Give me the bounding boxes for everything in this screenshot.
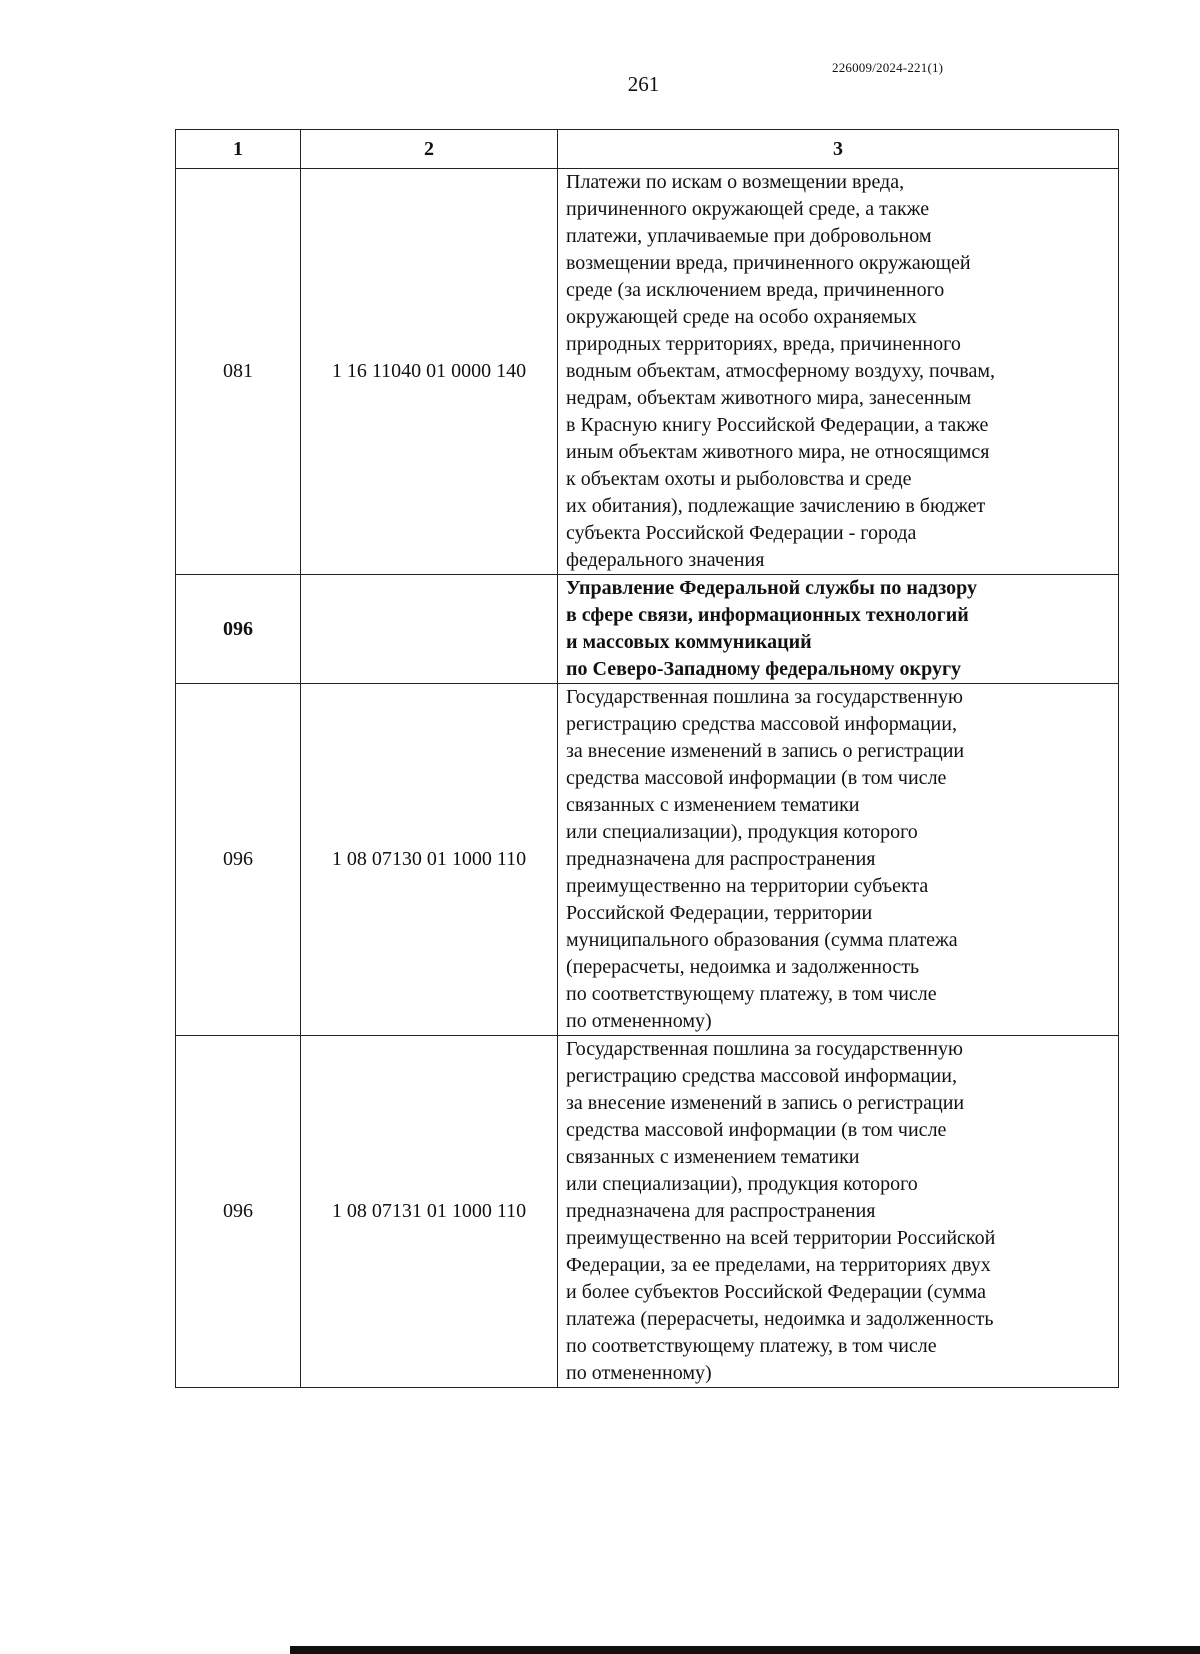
- description-line: федерального значения: [566, 549, 765, 571]
- description-line: в Красную книгу Российской Федерации, а также: [566, 414, 989, 436]
- description-line: к объектам охоты и рыболовства и среде: [566, 468, 912, 490]
- description-line: средства массовой информации (в том числе: [566, 1119, 947, 1141]
- description-line: по соответствующему платежу, в том числе: [566, 1335, 937, 1357]
- table-row: [176, 169, 1119, 575]
- table-row: [176, 575, 1119, 684]
- description-line: Государственная пошлина за государственную: [566, 686, 963, 708]
- budget-code-cell: [301, 575, 558, 684]
- revenue-description-cell: [558, 684, 1119, 1036]
- description-line: платежи, уплачиваемые при добровольном: [566, 225, 932, 247]
- administrator-name-cell: [558, 575, 1119, 684]
- description-line: иным объектам животного мира, не относящимся: [566, 441, 990, 463]
- page-number: 261: [627, 72, 660, 96]
- administrator-code-cell: 096: [176, 575, 301, 684]
- column-header-3: 3: [558, 130, 1119, 169]
- description-line: Платежи по искам о возмещении вреда,: [566, 171, 905, 193]
- description-line: Управление Федеральной службы по надзору: [566, 577, 978, 599]
- administrator-code-cell: 096: [176, 684, 301, 1036]
- description-line: субъекта Российской Федерации - города: [566, 522, 917, 544]
- column-header-1: 1: [176, 130, 301, 169]
- description-line: по отмененному): [566, 1362, 712, 1384]
- description-line: и более субъектов Российской Федерации (сумма: [566, 1281, 987, 1303]
- budget-code-cell: 1 16 11040 01 0000 140: [301, 169, 558, 575]
- description-line: средства массовой информации (в том числе: [566, 767, 947, 789]
- description-line: их обитания), подлежащие зачислению в бюджет: [566, 495, 986, 517]
- budget-code-cell: 1 08 07130 01 1000 110: [301, 684, 558, 1036]
- description-line: в сфере связи, информационных технологий: [566, 604, 969, 626]
- description-line: среде (за исключением вреда, причиненного: [566, 279, 945, 301]
- budget-classification-table: [175, 129, 1119, 1388]
- revenue-description-cell: [558, 1036, 1119, 1388]
- description-line: и массовых коммуникаций: [566, 631, 812, 653]
- description-line: по отмененному): [566, 1010, 712, 1032]
- scan-bottom-edge: [290, 1646, 1200, 1654]
- description-line: связанных с изменением тематики: [566, 794, 860, 816]
- table-body: [176, 130, 1119, 1388]
- table-header-row: [176, 130, 1119, 169]
- description-line: регистрацию средства массовой информации,: [566, 713, 957, 735]
- description-line: Государственная пошлина за государственную: [566, 1038, 963, 1060]
- description-line: причиненного окружающей среде, а также: [566, 198, 930, 220]
- administrator-code-cell: 081: [176, 169, 301, 575]
- table-row: [176, 1036, 1119, 1388]
- description-line: природных территориях, вреда, причиненного: [566, 333, 961, 355]
- description-line: Российской Федерации, территории: [566, 902, 873, 924]
- description-line: преимущественно на территории субъекта: [566, 875, 929, 897]
- description-line: платежа (перерасчеты, недоимка и задолженность: [566, 1308, 994, 1330]
- description-line: или специализации), продукция которого: [566, 1173, 918, 1195]
- description-line: окружающей среде на особо охраняемых: [566, 306, 917, 328]
- revenue-description-cell: [558, 169, 1119, 575]
- description-line: по Северо-Западному федеральному округу: [566, 658, 962, 680]
- description-line: или специализации), продукция которого: [566, 821, 918, 843]
- description-line: по соответствующему платежу, в том числе: [566, 983, 937, 1005]
- table-row: [176, 684, 1119, 1036]
- description-line: за внесение изменений в запись о регистрации: [566, 740, 965, 762]
- description-line: связанных с изменением тематики: [566, 1146, 860, 1168]
- description-line: возмещении вреда, причиненного окружающей: [566, 252, 971, 274]
- description-line: Федерации, за ее пределами, на территориях двух: [566, 1254, 991, 1276]
- document-registration-number: 226009/2024-221(1): [832, 60, 944, 75]
- description-line: преимущественно на всей территории Российской: [566, 1227, 996, 1249]
- description-line: предназначена для распространения: [566, 1200, 876, 1222]
- description-line: (перерасчеты, недоимка и задолженность: [566, 956, 920, 978]
- description-line: за внесение изменений в запись о регистрации: [566, 1092, 965, 1114]
- description-line: регистрацию средства массовой информации,: [566, 1065, 957, 1087]
- budget-code-cell: 1 08 07131 01 1000 110: [301, 1036, 558, 1388]
- column-header-2: 2: [301, 130, 558, 169]
- administrator-code-cell: 096: [176, 1036, 301, 1388]
- description-line: недрам, объектам животного мира, занесенным: [566, 387, 972, 409]
- description-line: муниципального образования (сумма платежа: [566, 929, 958, 951]
- description-line: предназначена для распространения: [566, 848, 876, 870]
- description-line: водным объектам, атмосферному воздуху, почвам,: [566, 360, 995, 382]
